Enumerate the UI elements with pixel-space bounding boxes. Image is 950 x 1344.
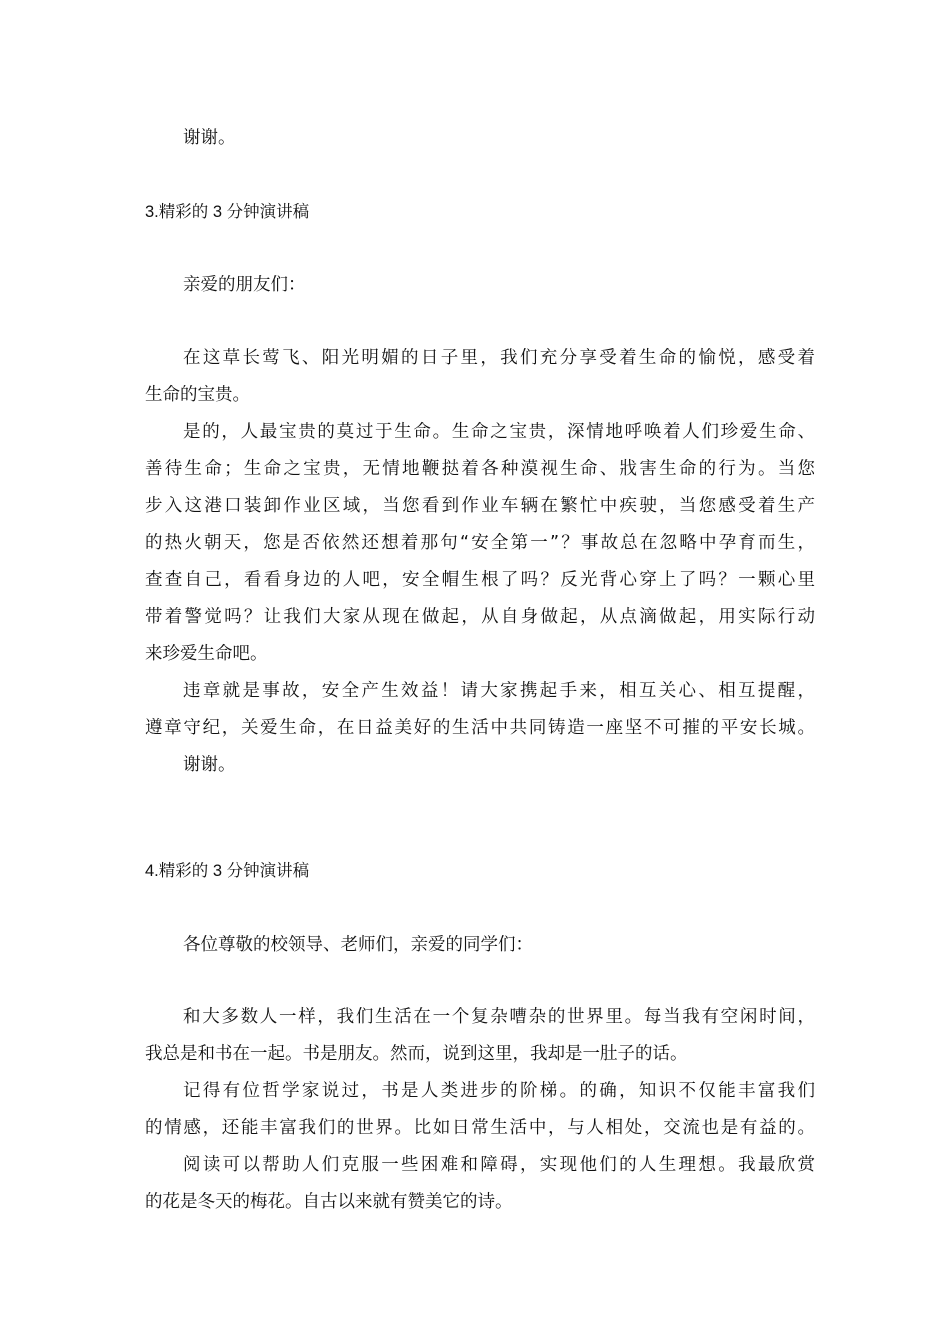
section-4-paragraph-1-line: 我总是和书在一起。书是朋友。然而，说到这里，我却是一肚子的话。	[145, 1044, 688, 1064]
section-4-paragraph-2-line: 的情感，还能丰富我们的世界。比如日常生活中，与人相处，交流也是有益的。	[145, 1118, 815, 1138]
section-3-paragraph-2-line: 的热火朝天，您是否依然还想着那句“安全第一”？事故总在忽略中孕育而生，	[145, 533, 815, 553]
section-3-paragraph-1-line: 在这草长莺飞、阳光明媚的日子里，我们充分享受着生命的愉悦，感受着	[183, 348, 815, 368]
closing-thanks: 谢谢。	[183, 128, 236, 148]
section-3-paragraph-1-line: 生命的宝贵。	[145, 385, 250, 405]
section-4-paragraph-3-line: 的花是冬天的梅花。自古以来就有赞美它的诗。	[145, 1192, 513, 1212]
section-3-heading: 3.精彩的 3 分钟演讲稿	[145, 203, 310, 221]
section-4-paragraph-3-line: 阅读可以帮助人们克服一些困难和障碍，实现他们的人生理想。我最欣赏	[183, 1155, 815, 1175]
section-4-paragraph-1-line: 和大多数人一样，我们生活在一个复杂嘈杂的世界里。每当我有空闲时间，	[183, 1007, 815, 1027]
section-4-heading: 4.精彩的 3 分钟演讲稿	[145, 862, 310, 880]
section-3-paragraph-2-line: 来珍爱生命吧。	[145, 644, 268, 664]
section-3-paragraph-2-line: 步入这港口装卸作业区域，当您看到作业车辆在繁忙中疾驶，当您感受着生产	[145, 496, 815, 516]
section-4-paragraph-2-line: 记得有位哲学家说过，书是人类进步的阶梯。的确，知识不仅能丰富我们	[183, 1081, 815, 1101]
section-4-salutation: 各位尊敬的校领导、老师们，亲爱的同学们：	[183, 935, 533, 955]
section-3-paragraph-2-line: 带着警觉吗？让我们大家从现在做起，从自身做起，从点滴做起，用实际行动	[145, 607, 815, 627]
section-3-closing: 谢谢。	[183, 755, 236, 775]
section-3-salutation: 亲爱的朋友们：	[183, 275, 306, 295]
section-3-paragraph-2-line: 查查自己，看看身边的人吧，安全帽生根了吗？反光背心穿上了吗？一颗心里	[145, 570, 815, 590]
section-3-paragraph-3-line: 遵章守纪，关爱生命，在日益美好的生活中共同铸造一座坚不可摧的平安长城。	[145, 718, 815, 738]
section-3-paragraph-3-line: 违章就是事故，安全产生效益！请大家携起手来，相互关心、相互提醒，	[183, 681, 815, 701]
section-3-paragraph-2-line: 善待生命；生命之宝贵，无情地鞭挞着各种漠视生命、戕害生命的行为。当您	[145, 459, 815, 479]
section-3-paragraph-2-line: 是的，人最宝贵的莫过于生命。生命之宝贵，深情地呼唤着人们珍爱生命、	[183, 422, 815, 442]
